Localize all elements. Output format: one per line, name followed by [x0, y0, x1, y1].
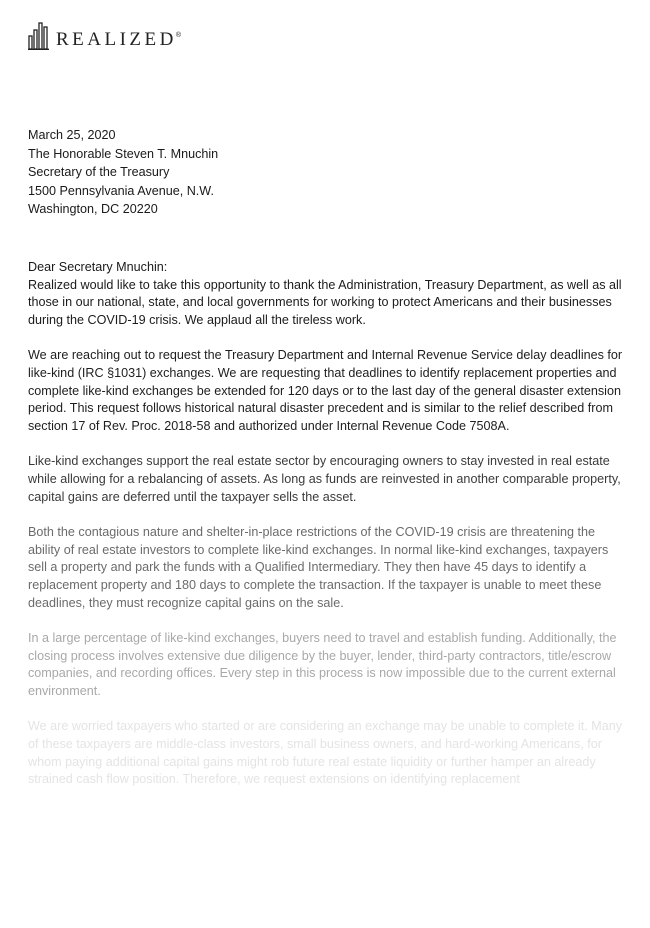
building-bars-icon [28, 20, 50, 50]
letter-date: March 25, 2020 [28, 128, 116, 142]
paragraph-5: In a large percentage of like-kind exchanges, buyers need to travel and establish funding. Additionally, the closing process involves extensive due diligence by the buyer, lender, third-party contractors, title/escrow companies, and recording offices. Every step in this process is now impossible due to the current external environment. [28, 630, 617, 699]
registered-mark: ® [175, 32, 182, 39]
recipient-name: The Honorable Steven T. Mnuchin [28, 146, 219, 161]
paragraph-6: We are worried taxpayers who started or are considering an exchange may be unable to complete it. Many of these taxpayers are middle-class investors, small business owners, and hard-working Americans, for whom paying additional capital gains might rob future real estate liquidity or further hamper an already strained cash flow position. Therefore, we request extensions on identifying replacement [28, 719, 623, 787]
salutation: Dear Secretary Mnuchin: [28, 260, 168, 274]
paragraph-4: Both the contagious nature and shelter-in-place restrictions of the COVID-19 crisis are threatening the ability of real estate investors to complete like-kind exchanges. In normal like-kind exchanges, taxpayers sell a property and park the funds with a Qualified Intermediary. They then have 45 days to identify a replacement property and 180 days to complete the transaction. If the taxpayer is unable to meet these deadlines, they must recognize capital gains on the sale. [28, 524, 609, 610]
letter-body [28, 259, 624, 789]
city-address: Washington, DC 20220 [28, 202, 158, 217]
address-block [28, 126, 218, 219]
company-name: REALIZED [56, 29, 177, 50]
paragraph-2: We are reaching out to request the Treasury Department and Internal Revenue Service delay deadlines for like-kind (IRC §1031) exchanges. We are requesting that deadlines to identify replacement properties and complete like-kind exchanges be extended for 120 days or to the last day of the general disaster extension period. This request follows historical natural disaster precedent and is similar to the relief described from section 17 of Rev. Proc. 2018-58 and authorized under Internal Revenue Code 7508A. [28, 348, 623, 434]
paragraph-3: Like-kind exchanges support the real estate sector by encouraging owners to stay invested in real estate while allowing for a rebalancing of assets. As long as funds are reinvested in another comparable property, capital gains are deferred until the taxpayer sells the asset. [28, 454, 621, 504]
street-address: 1500 Pennsylvania Avenue, N.W. [28, 183, 214, 198]
paragraph-1: Realized would like to take this opportunity to thank the Administration, Treasury Department, as well as all those in our national, state, and local governments for working to protect Americans and their businesses during the COVID-19 crisis. We applaud all the tireless work. [28, 277, 622, 328]
recipient-title: Secretary of the Treasury [28, 165, 170, 180]
letterhead-logo [28, 18, 182, 50]
